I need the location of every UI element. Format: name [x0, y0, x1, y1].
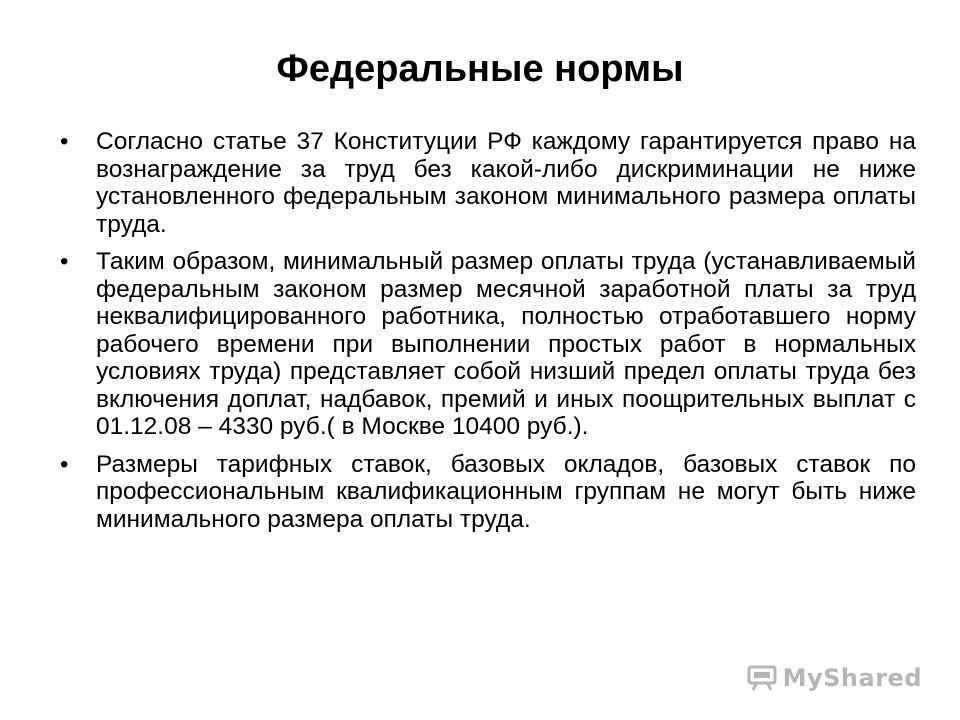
slide-title: Федеральные нормы: [276, 48, 684, 90]
bullet-text: Размеры тарифных ставок, базовых окладов, базовых ставок по профессиональным квалификационным группам не могут быть ниже минимального размера оплаты труда.: [96, 450, 916, 533]
bullet-text: Таким образом, минимальный размер оплаты труда (устанавливаемый федеральным законом размер месячной заработной платы за труд неквалифицированного работника, полностью отработавшего норму рабочего времени при выполнении простых работ в нормальных условиях труда) представляет собой низший предел оплаты труда без включения доплат, надбавок, премий и иных поощрительных выплат с 01.12.08 – 4330 руб.( в Москве 10400 руб.).: [96, 248, 916, 440]
bullet-item: [60, 248, 916, 441]
bullet-item: [60, 128, 916, 238]
bullet-marker: •: [60, 128, 69, 155]
watermark-text: MyShared: [782, 664, 922, 692]
projector-screen-icon: [747, 665, 777, 691]
bullet-marker: •: [60, 248, 69, 275]
bullet-item: [60, 451, 916, 534]
bullet-list: [60, 128, 916, 543]
watermark: [747, 664, 922, 692]
bullet-marker: •: [60, 450, 69, 478]
bullet-text: Согласно статье 37 Конституции РФ каждому гарантируется право на вознаграждение за труд без какой-либо дискриминации не ниже установленного федеральным законом минимального размера оплаты труда.: [96, 128, 916, 238]
